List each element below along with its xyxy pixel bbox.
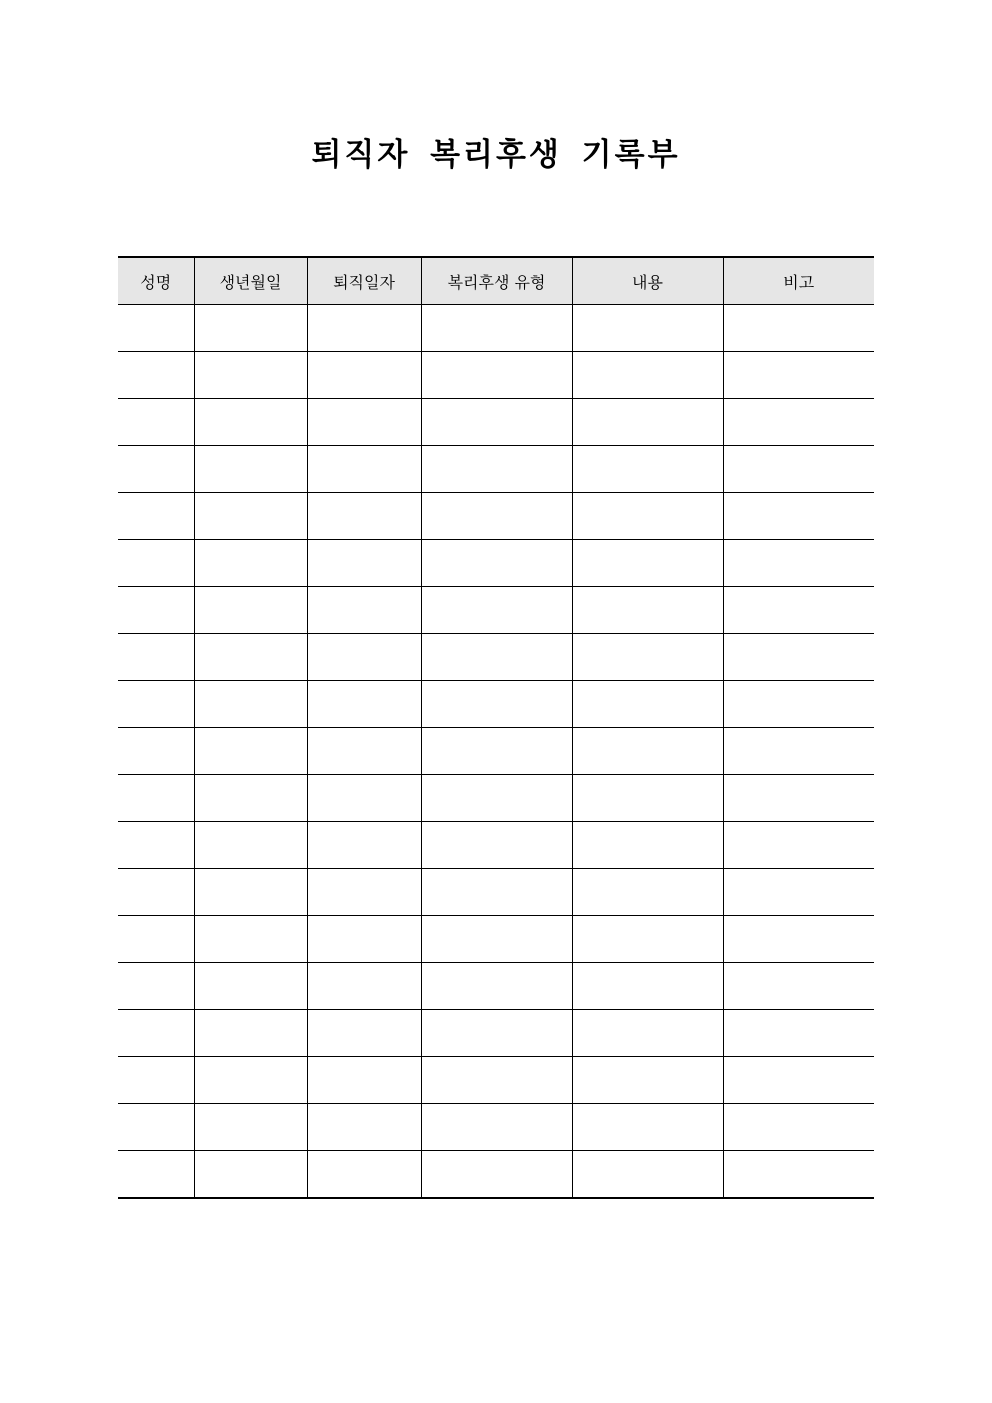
table-cell xyxy=(307,493,421,540)
table-cell xyxy=(421,728,572,775)
table-cell xyxy=(307,916,421,963)
table-cell xyxy=(421,540,572,587)
table-cell xyxy=(723,493,874,540)
table-cell xyxy=(307,728,421,775)
table-cell xyxy=(723,1104,874,1151)
header-name: 성명 xyxy=(118,257,194,305)
header-remarks: 비고 xyxy=(723,257,874,305)
table-row xyxy=(118,728,874,775)
table-cell xyxy=(194,728,307,775)
table-cell xyxy=(118,1057,194,1104)
table-row xyxy=(118,1057,874,1104)
header-retirement-date: 퇴직일자 xyxy=(307,257,421,305)
table-cell xyxy=(118,822,194,869)
table-row xyxy=(118,1151,874,1199)
table-cell xyxy=(421,634,572,681)
table-cell xyxy=(421,869,572,916)
table-cell xyxy=(194,493,307,540)
table-row xyxy=(118,634,874,681)
table-header-row xyxy=(118,257,874,305)
table-cell xyxy=(194,1151,307,1199)
table-cell xyxy=(118,399,194,446)
table-cell xyxy=(307,869,421,916)
table-cell xyxy=(118,1010,194,1057)
header-welfare-type: 복리후생 유형 xyxy=(421,257,572,305)
table-cell xyxy=(723,305,874,352)
table-cell xyxy=(194,305,307,352)
table-cell xyxy=(421,822,572,869)
table-cell xyxy=(307,399,421,446)
table-cell xyxy=(118,587,194,634)
table-cell xyxy=(307,681,421,728)
table-cell xyxy=(307,963,421,1010)
table-cell xyxy=(572,399,723,446)
table-cell xyxy=(723,775,874,822)
table-cell xyxy=(572,634,723,681)
table-cell xyxy=(723,963,874,1010)
table-cell xyxy=(194,1010,307,1057)
table-cell xyxy=(421,399,572,446)
table-cell xyxy=(572,352,723,399)
table-cell xyxy=(572,869,723,916)
table-cell xyxy=(723,1010,874,1057)
table-cell xyxy=(118,446,194,493)
table-cell xyxy=(572,1151,723,1199)
table-cell xyxy=(194,399,307,446)
table-cell xyxy=(194,1104,307,1151)
table-cell xyxy=(118,963,194,1010)
page-title: 퇴직자 복리후생 기록부 xyxy=(311,137,681,173)
table-cell xyxy=(572,540,723,587)
table-cell xyxy=(723,634,874,681)
table-cell xyxy=(118,352,194,399)
table-row xyxy=(118,775,874,822)
table-cell xyxy=(118,1151,194,1199)
table-row xyxy=(118,305,874,352)
table-cell xyxy=(421,1151,572,1199)
table-cell xyxy=(723,916,874,963)
table-cell xyxy=(307,1057,421,1104)
table-cell xyxy=(723,1057,874,1104)
table-cell xyxy=(307,1151,421,1199)
header-content: 내용 xyxy=(572,257,723,305)
table-cell xyxy=(118,493,194,540)
table-row xyxy=(118,1104,874,1151)
table-cell xyxy=(421,305,572,352)
header-birthdate: 생년월일 xyxy=(194,257,307,305)
table-cell xyxy=(723,869,874,916)
table-cell xyxy=(118,728,194,775)
welfare-record-table xyxy=(118,256,874,1199)
table-cell xyxy=(572,1057,723,1104)
table-cell xyxy=(421,493,572,540)
table-cell xyxy=(723,446,874,493)
table-cell xyxy=(194,446,307,493)
table-cell xyxy=(307,634,421,681)
table-cell xyxy=(118,305,194,352)
table-cell xyxy=(118,916,194,963)
table-cell xyxy=(307,540,421,587)
table-cell xyxy=(421,963,572,1010)
table-cell xyxy=(421,775,572,822)
table-cell xyxy=(194,916,307,963)
table-cell xyxy=(723,681,874,728)
table-cell xyxy=(572,775,723,822)
table-cell xyxy=(307,352,421,399)
table-row xyxy=(118,1010,874,1057)
table-row xyxy=(118,540,874,587)
table-cell xyxy=(723,352,874,399)
table-cell xyxy=(118,869,194,916)
table-cell xyxy=(194,1057,307,1104)
table-cell xyxy=(421,446,572,493)
table-cell xyxy=(118,775,194,822)
table-cell xyxy=(572,963,723,1010)
table-cell xyxy=(194,587,307,634)
table-cell xyxy=(421,681,572,728)
table-cell xyxy=(194,540,307,587)
table-cell xyxy=(307,587,421,634)
table-body xyxy=(118,305,874,1199)
table-cell xyxy=(421,587,572,634)
table-row xyxy=(118,916,874,963)
table-cell xyxy=(194,869,307,916)
table-cell xyxy=(723,399,874,446)
table-cell xyxy=(194,634,307,681)
table-cell xyxy=(572,587,723,634)
table-cell xyxy=(194,963,307,1010)
table-cell xyxy=(421,1104,572,1151)
table-row xyxy=(118,446,874,493)
table-cell xyxy=(572,728,723,775)
table-cell xyxy=(194,775,307,822)
table-row xyxy=(118,963,874,1010)
table-row xyxy=(118,587,874,634)
table-cell xyxy=(572,305,723,352)
table-cell xyxy=(421,352,572,399)
table-cell xyxy=(572,1104,723,1151)
table-cell xyxy=(572,446,723,493)
table-cell xyxy=(307,775,421,822)
table-row xyxy=(118,352,874,399)
table-cell xyxy=(572,822,723,869)
table-cell xyxy=(118,1104,194,1151)
table-cell xyxy=(723,587,874,634)
table-row xyxy=(118,681,874,728)
table-cell xyxy=(118,634,194,681)
table-cell xyxy=(572,493,723,540)
table-cell xyxy=(307,1010,421,1057)
table-cell xyxy=(421,916,572,963)
table-cell xyxy=(194,822,307,869)
table-cell xyxy=(723,728,874,775)
table-cell xyxy=(723,822,874,869)
table-cell xyxy=(723,1151,874,1199)
table-cell xyxy=(307,822,421,869)
table-cell xyxy=(421,1010,572,1057)
table-cell xyxy=(307,305,421,352)
table-cell xyxy=(118,681,194,728)
table-cell xyxy=(572,681,723,728)
table-cell xyxy=(307,446,421,493)
table-cell xyxy=(194,352,307,399)
table-cell xyxy=(194,681,307,728)
table-row xyxy=(118,822,874,869)
table-cell xyxy=(307,1104,421,1151)
table-cell xyxy=(421,1057,572,1104)
table-cell xyxy=(723,540,874,587)
table-cell xyxy=(118,540,194,587)
table-row xyxy=(118,399,874,446)
table-cell xyxy=(572,916,723,963)
table-row xyxy=(118,869,874,916)
table-row xyxy=(118,493,874,540)
table-cell xyxy=(572,1010,723,1057)
